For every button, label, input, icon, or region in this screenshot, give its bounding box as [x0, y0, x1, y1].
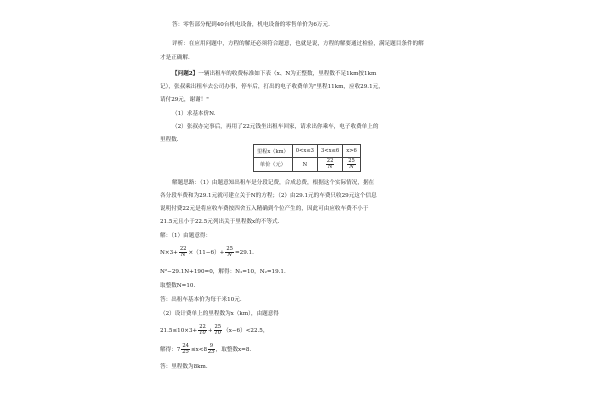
problem-2-text: 一辆出租车的收费标准如下表（x、N为正整数，里程数不足1km按1km	[198, 71, 377, 77]
analysis-line: 评析：在应用问题中，方程的解还必须符合题意，也就是说，方程的解要通过检验，满足题目条件的解	[172, 41, 424, 47]
question-2: （2）张叔办完事后，再用了22元钱坐出租车回家，请求出你乘车，电子收费单上的	[172, 124, 379, 130]
solution-idea-line-2: 各分段车费和为29.1元就可建立关于N的方程；（2）由29.1元的车费只收29元这个信息	[160, 193, 377, 199]
inequality-line: 21.5≤10×3+ $\frac{22}{10}$ + $\frac{25}{10}$ （x−6）<22.5，	[160, 324, 269, 337]
solution-idea-line-3: 说明付费22元是将应收车费按四舍五入精确到个位产生的，因此可由应收车费不小于	[160, 206, 369, 212]
problem-2-line-2: 记），张叔乘出租车去公司办事，停车后，打出的电子收费单为"里程11km，应收29.1元，	[160, 84, 384, 90]
question-2-cont: 里程数.	[160, 137, 179, 143]
equation-1: N×3+ $\frac{22}{N}$ ×（11−6）+ $\frac{25}{N}$ =29.1.	[160, 246, 254, 259]
analysis-line-cont: 才是正确解.	[160, 55, 190, 61]
table-header-distance: 里程x（km）	[254, 145, 293, 158]
table-cell-price-1: N	[292, 158, 317, 172]
quadratic-line: N²−29.1N+190=0，解得：N₁=10，N₂=19.1.	[160, 269, 286, 275]
answer-line: 答：零售部分配到40台机电设备，机电设备的零售单价为6万元.	[172, 22, 330, 28]
table-header-range-2: 3<x≤6	[317, 145, 342, 158]
take-integer-n: 取整数N=10.	[160, 283, 196, 289]
answer-1: 答：出租车基本价为每千米10元.	[160, 297, 242, 303]
solution-idea-line: 解题思路：（1）由题意知出租车是分段记费，合成总费，根据这个实际情况，据在	[172, 180, 375, 186]
solution-start: 解：（1）由题意得：	[160, 233, 212, 239]
table-cell-price-3: $\frac{25}{N}$	[343, 158, 361, 172]
solution-idea-line-4: 21.5元且小于22.5元列出关于里程数x的不等式.	[160, 219, 280, 225]
part-2-setup: （2）设计费单上的里程数为x（km），由题意得	[160, 311, 279, 317]
answer-2: 答：里程数为8km.	[160, 364, 208, 370]
table-row-label-price: 单价（元）	[254, 158, 293, 172]
inequality-solution: 解得：7 $\frac{24}{25}$ ≤x<8 $\frac{9}{25}$ ，取整数x=8.	[160, 343, 252, 356]
problem-2-line	[172, 71, 376, 78]
question-1: （1）求基本价N.	[172, 111, 216, 117]
problem-2-tag: 【问题2】	[172, 71, 199, 77]
price-table	[253, 144, 361, 172]
table-header-range-3: x>6	[343, 145, 361, 158]
table-header-range-1: 0<x≤3	[292, 145, 317, 158]
table-cell-price-2: $\frac{22}{N}$	[317, 158, 342, 172]
problem-2-line-3: 请付29元，谢谢！"	[160, 97, 209, 103]
